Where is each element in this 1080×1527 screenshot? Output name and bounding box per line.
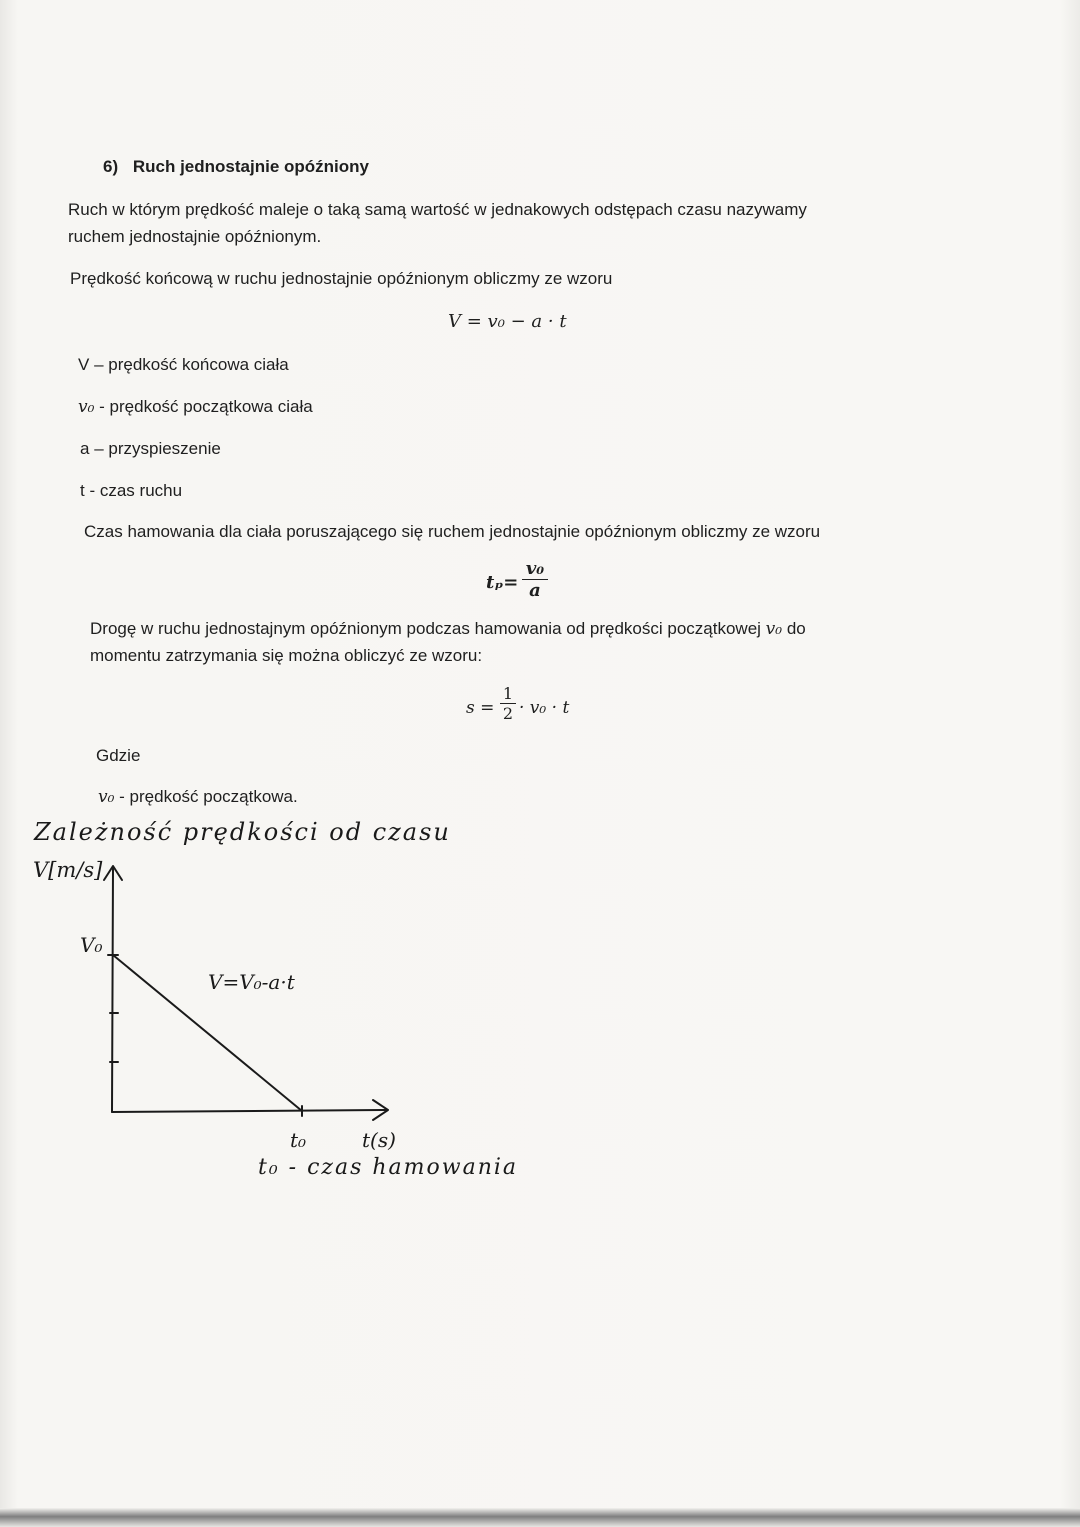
legend-symbol: V	[78, 355, 90, 374]
legend-symbol: a	[80, 439, 90, 458]
final-velocity-sentence: Prędkość końcową w ruchu jednostajnie opóźnionym obliczmy ze wzoru	[70, 269, 613, 288]
legend-desc: – prędkość końcowa ciała	[94, 355, 289, 374]
where-label: Gdzie	[96, 746, 141, 765]
y-axis	[112, 868, 113, 1112]
where-symbol: v₀	[98, 787, 115, 807]
legend-desc: – przyspieszenie	[94, 439, 221, 458]
fraction-denominator: 2	[502, 704, 514, 723]
fraction-numerator: 1	[500, 684, 516, 704]
distance-symbol: v₀	[765, 619, 783, 639]
y-axis-label: V[m/s]	[33, 858, 103, 882]
intro-line-1: Ruch w którym prędkość maleje o taką samą wartość w jednakowych odstępach czasu nazywamy	[68, 200, 807, 219]
distance-text-b: do	[786, 619, 806, 638]
final-velocity-formula: V = v₀ − a · t	[448, 311, 567, 332]
distance-line-2: momentu zatrzymania się można obliczyć ze wzoru:	[90, 646, 483, 665]
section-title: Ruch jednostajnie opóźniony	[132, 157, 369, 176]
distance-formula-rhs: · v₀ · t	[519, 698, 570, 718]
legend-desc: - czas ruchu	[89, 481, 183, 500]
braking-time-sentence: Czas hamowania dla ciała poruszającego się ruchem jednostajnie opóźnionym obliczmy ze wzoru	[84, 522, 821, 541]
braking-time-lhs: tₚ=	[486, 572, 519, 593]
legend-symbol: v₀	[78, 397, 95, 417]
fraction-numerator: v₀	[522, 558, 548, 580]
x-axis-label: t(s)	[362, 1128, 396, 1152]
y-intercept-label: V₀	[80, 933, 103, 957]
graph-caption: t₀ - czas hamowania	[258, 1155, 519, 1180]
distance-formula-lhs: s =	[466, 698, 495, 718]
intro-line-2: ruchem jednostajnie opóźnionym.	[68, 227, 322, 246]
graph-title: Zależność prędkości od czasu	[34, 818, 451, 846]
x-axis	[112, 1110, 386, 1112]
line-equation-label: V=V₀-a·t	[208, 970, 295, 994]
where-desc: - prędkość początkowa.	[119, 787, 298, 806]
distance-text-a: Drogę w ruchu jednostajnym opóźnionym podczas hamowania od prędkości początkowej	[90, 619, 761, 638]
section-number: 6)	[103, 157, 119, 176]
page-bottom-edge	[0, 1508, 1080, 1527]
velocity-line	[113, 955, 302, 1111]
fraction-denominator: a	[529, 580, 541, 601]
legend-symbol: t	[80, 481, 85, 500]
legend-desc: - prędkość początkowa ciała	[99, 397, 313, 416]
x-intercept-label: t₀	[290, 1128, 307, 1152]
